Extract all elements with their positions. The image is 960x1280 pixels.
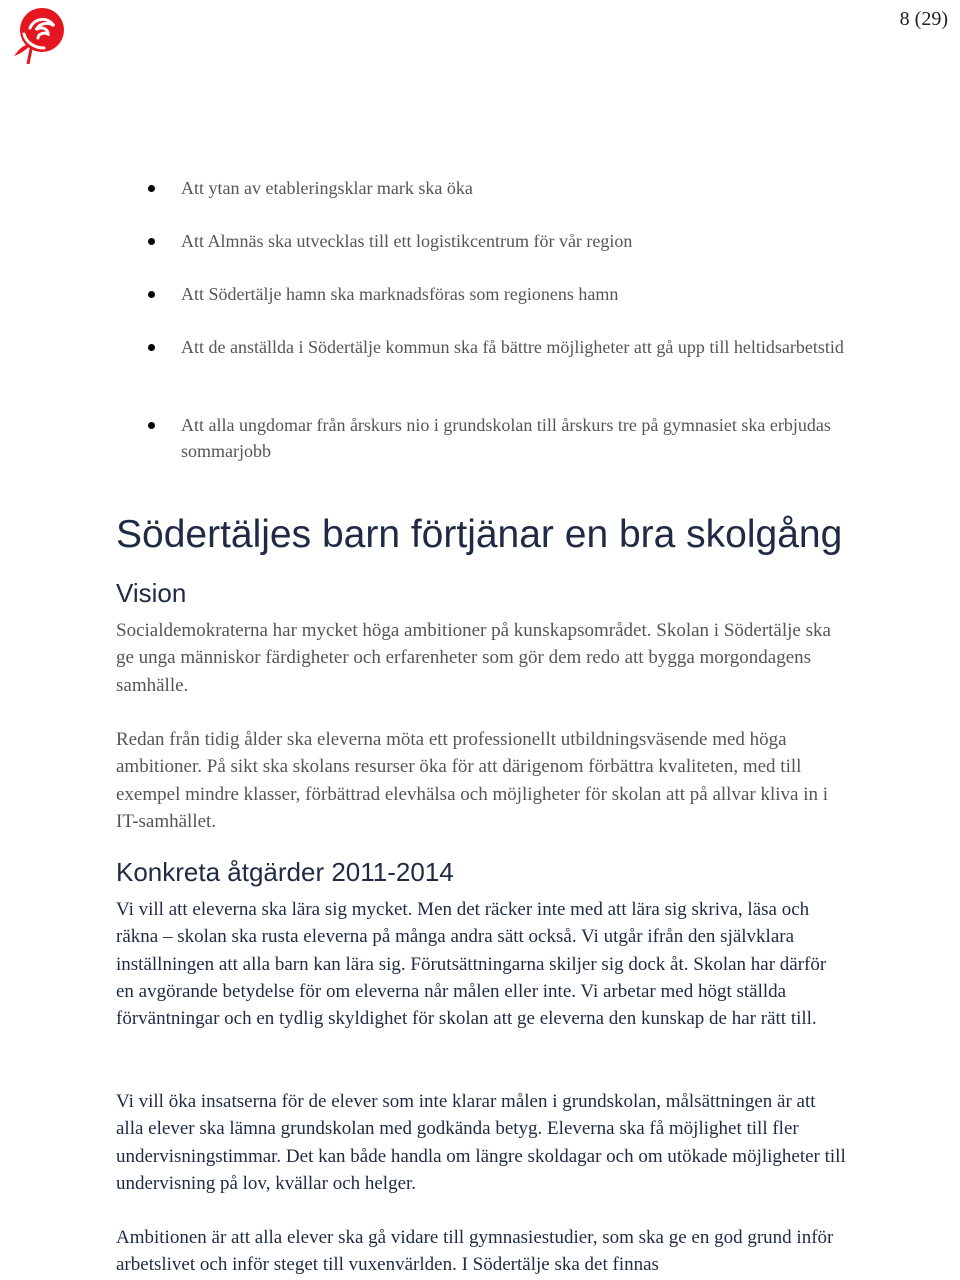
bullet-dot	[148, 422, 155, 429]
bullet-item: Att alla ungdomar från årskurs nio i grundskolan till årskurs tre på gymnasiet ska erbjudas sommarjobb	[181, 415, 831, 461]
bullet-item: Att Almnäs ska utvecklas till ett logistikcentrum för vår region	[181, 231, 633, 251]
bullet-dot	[148, 344, 155, 351]
bullet-dot	[148, 238, 155, 245]
vision-paragraph: Socialdemokraterna har mycket höga ambitioner på kunskapsområdet. Skolan i Södertälje ska ge unga människor färdigheter och erfarenheter som gör dem redo att bygga morgondagens samhälle.	[116, 620, 831, 696]
rose-head-shape	[20, 8, 64, 52]
section-title: Södertäljes barn förtjänar en bra skolgång	[116, 513, 843, 556]
measures-paragraph: Ambitionen är att alla elever ska gå vidare till gymnasiestudier, som ska ge en god grund inför arbetslivet och inför steget till vuxenvärlden. I Södertälje ska det finnas	[116, 1227, 834, 1276]
bullet-item: Att ytan av etableringsklar mark ska öka	[181, 178, 473, 198]
vision-heading: Vision	[116, 578, 187, 608]
page-number: 8 (29)	[899, 8, 948, 30]
vision-paragraph: Redan från tidig ålder ska eleverna möta ett professionellt utbildningsväsende med höga ambitioner. På sikt ska skolans resurser öka för att därigenom förbättra kvaliteten, med till exempel mindre klasser, förbättrad elevhälsa och möjligheter för skolan att på allvar kliva in i IT-samhället.	[116, 729, 829, 832]
measures-paragraph: Vi vill att eleverna ska lära sig mycket. Men det räcker inte med att lära sig skriva, läsa och räkna – skolan ska rusta eleverna på många andra sätt också. Vi utgår ifrån den självklara inställningen att alla barn kan lära sig. Förutsättningarna skiljer sig dock åt. Skolan har därför en avgörande betydelse för om eleverna når målen eller inte. Vi arbetar med högt ställda förväntningar och en tydlig skyldighet för skolan att ge eleverna den kunskap de har rätt till.	[116, 899, 827, 1030]
rose-logo-graphic	[4, 4, 70, 70]
bullet-item: Att de anställda i Södertälje kommun ska få bättre möjligheter att gå upp till heltidsarbetstid	[181, 337, 844, 357]
measures-heading: Konkreta åtgärder 2011-2014	[116, 857, 454, 887]
bullet-dot	[148, 185, 155, 192]
measures-paragraph: Vi vill öka insatserna för de elever som inte klarar målen i grundskolan, målsättningen är att alla elever ska lämna grundskolan med godkända betyg. Eleverna ska få möjlighet till fler undervisningstimmar. Det kan både handla om längre skoldagar och om utökade möjligheter till undervisning på lov, kvällar och helger.	[116, 1091, 846, 1194]
bullet-item: Att Södertälje hamn ska marknadsföras som regionens hamn	[181, 284, 619, 304]
bullet-dot	[148, 291, 155, 298]
rose-logo-icon	[4, 4, 70, 70]
